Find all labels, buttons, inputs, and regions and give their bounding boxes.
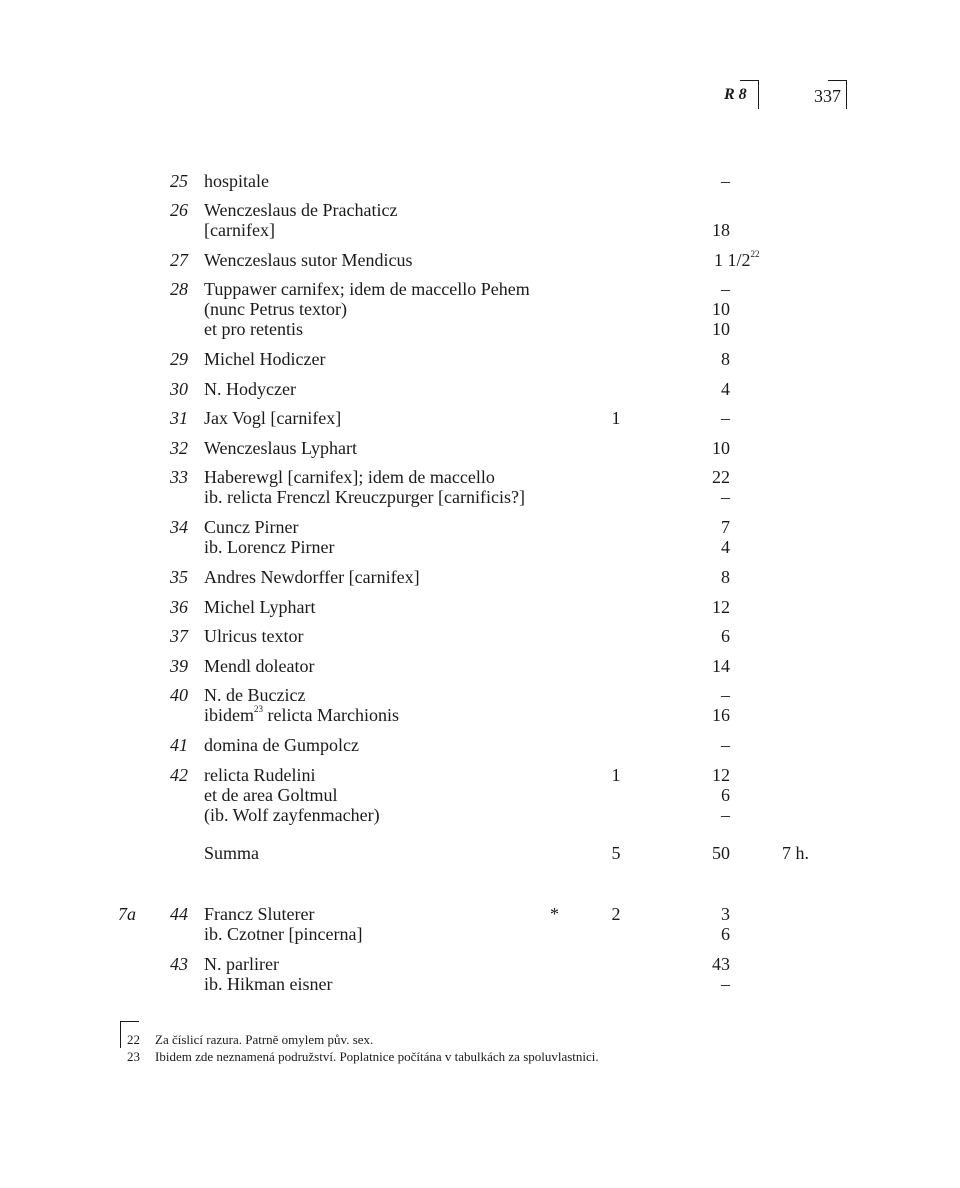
- summa-label: Summa: [204, 843, 260, 863]
- row-value: 10: [712, 299, 730, 319]
- row-number: 39: [170, 656, 188, 676]
- page-number: 337: [814, 86, 841, 106]
- row-name: Wenczeslaus de Prachaticz: [204, 200, 398, 220]
- row-value: 16: [712, 705, 730, 725]
- row-value: 43: [712, 954, 730, 974]
- row-value: 14: [712, 656, 730, 676]
- row-name: Wenczeslaus sutor Mendicus: [204, 250, 413, 270]
- row-name: et pro retentis: [204, 319, 303, 339]
- row-name: N. parlirer: [204, 954, 279, 974]
- row-name: domina de Gumpolcz: [204, 735, 359, 755]
- row-name: ib. Hikman eisner: [204, 974, 333, 994]
- row-number: 43: [170, 954, 188, 974]
- row-name: et de area Goltmul: [204, 785, 338, 805]
- row-number: 30: [170, 379, 188, 399]
- row-name: ib. Czotner [pincerna]: [204, 924, 363, 944]
- row-name: [carnifex]: [204, 220, 275, 240]
- row-value: 10: [712, 438, 730, 458]
- row-value: 6: [721, 626, 730, 646]
- row-number: 32: [170, 438, 188, 458]
- row-count: 2: [611, 904, 621, 924]
- row-name: N. de Buczicz: [204, 685, 306, 705]
- row-value: –: [721, 685, 730, 705]
- row-value: –: [721, 279, 730, 299]
- row-number: 33: [170, 467, 188, 487]
- footnote-ref: 22: [750, 249, 760, 259]
- row-value: 12: [712, 597, 730, 617]
- row-number: 37: [170, 626, 188, 646]
- section-bracket: [740, 80, 759, 109]
- row-name: Cuncz Pirner: [204, 517, 299, 537]
- row-name: ib. Lorencz Pirner: [204, 537, 335, 557]
- row-value: 18: [712, 220, 730, 240]
- row-name: N. Hodyczer: [204, 379, 296, 399]
- row-value: 10: [712, 319, 730, 339]
- row-value: –: [721, 805, 730, 825]
- footnote-text: Ibidem zde neznamená podružství. Poplatnice počítána v tabulkách za spoluvlastnici.: [155, 1049, 599, 1064]
- footnote-number: 23: [127, 1049, 140, 1064]
- row-value: –: [721, 974, 730, 994]
- row-number: 44: [170, 904, 188, 924]
- row-name: Michel Lyphart: [204, 597, 316, 617]
- footnote-number: 22: [127, 1032, 140, 1047]
- row-number: 26: [170, 200, 188, 220]
- row-name: Michel Hodiczer: [204, 349, 326, 369]
- row-value: 12: [712, 765, 730, 785]
- margin-note: 7a: [118, 904, 136, 924]
- row-value: –: [721, 171, 730, 191]
- row-number: 25: [170, 171, 188, 191]
- row-value: 4: [721, 379, 730, 399]
- row-value: 6: [721, 924, 730, 944]
- row-value: 4: [721, 537, 730, 557]
- row-name: Ulricus textor: [204, 626, 304, 646]
- summa-count: 5: [611, 843, 621, 863]
- row-name: Andres Newdorffer [carnifex]: [204, 567, 420, 587]
- row-name: Francz Sluterer: [204, 904, 315, 924]
- row-value: 1 $1/2^{22}$: [714, 249, 760, 270]
- row-count: 1: [611, 408, 621, 428]
- row-value: –: [721, 735, 730, 755]
- row-number: 35: [170, 567, 188, 587]
- row-number: 29: [170, 349, 188, 369]
- row-name: hospitale: [204, 171, 269, 191]
- summa-extra: 7 h.: [782, 843, 809, 863]
- row-name: Wenczeslaus Lyphart: [204, 438, 357, 458]
- row-name: Haberewgl [carnifex]; idem de maccello: [204, 467, 495, 487]
- row-count: 1: [611, 765, 621, 785]
- footnote-ref: 23: [254, 704, 263, 714]
- section-label: R 8: [724, 86, 747, 103]
- row-number: 41: [170, 735, 188, 755]
- row-number: 27: [170, 250, 188, 270]
- row-name: relicta Rudelini: [204, 765, 316, 785]
- row-name: Mendl doleator: [204, 656, 315, 676]
- page-bracket: [828, 80, 847, 109]
- row-name: Tuppawer carnifex; idem de maccello Pehem: [204, 279, 530, 299]
- row-name: ibidem$^{23}$ relicta Marchionis: [204, 704, 399, 725]
- row-value: 7: [721, 517, 730, 537]
- row-value: 8: [721, 349, 730, 369]
- row-value: –: [721, 408, 730, 428]
- summa-value: 50: [712, 843, 730, 863]
- row-value: –: [721, 487, 730, 507]
- row-name: ib. relicta Frenczl Kreuczpurger [carnificis?]: [204, 487, 525, 507]
- footnote-text: Za číslicí razura. Patrně omylem pův. sex.: [155, 1032, 374, 1047]
- row-number: 28: [170, 279, 188, 299]
- row-number: 31: [170, 408, 188, 428]
- row-name: (nunc Petrus textor): [204, 299, 347, 319]
- row-number: 42: [170, 765, 188, 785]
- row-value: 8: [721, 567, 730, 587]
- row-number: 34: [170, 517, 188, 537]
- asterisk-mark: *: [550, 904, 559, 924]
- row-name: Jax Vogl [carnifex]: [204, 408, 342, 428]
- row-number: 36: [170, 597, 188, 617]
- row-value: 3: [721, 904, 730, 924]
- row-value: 6: [721, 785, 730, 805]
- row-number: 40: [170, 685, 188, 705]
- row-value: 22: [712, 467, 730, 487]
- row-name: (ib. Wolf zayfenmacher): [204, 805, 380, 825]
